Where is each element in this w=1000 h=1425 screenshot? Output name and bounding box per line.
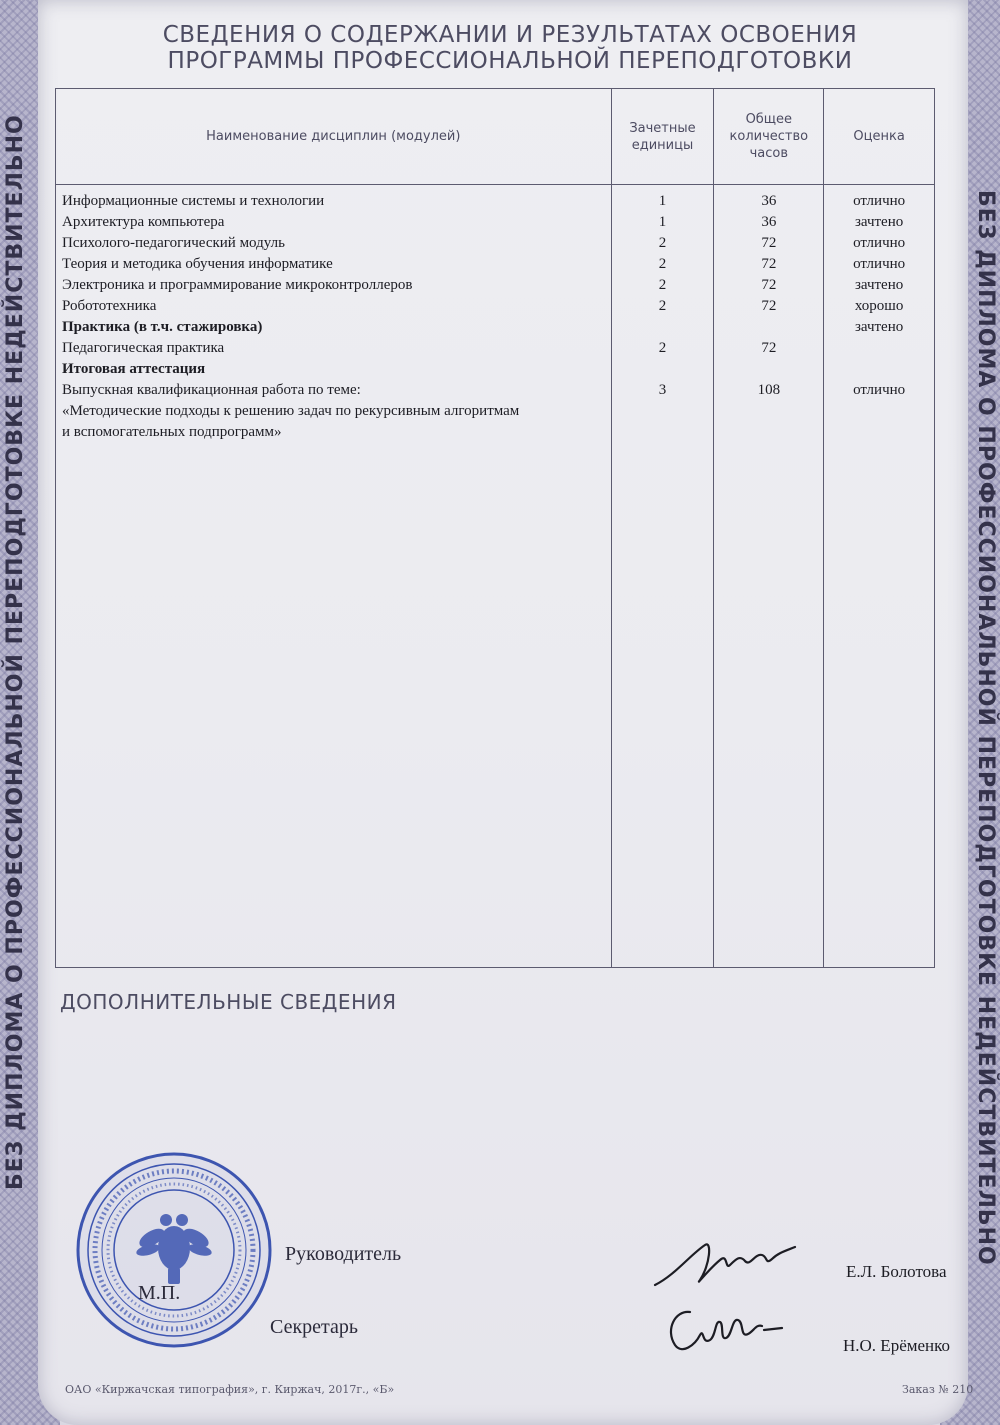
head-signature [650,1225,800,1300]
row-6-grade: зачтено [854,319,904,335]
row-10-hours [714,401,823,422]
row-2-credits: 2 [658,235,667,251]
row-10-credits [612,401,714,422]
row-5-hours: 72 [761,298,777,314]
official-seal [74,1150,274,1350]
row-11-credits [612,422,714,443]
row-7-hours: 72 [761,340,777,356]
secretary-role-label: Секретарь [270,1316,359,1338]
row-8-hours [714,359,823,380]
row-0-name: Информационные системы и технологии [62,193,325,209]
side-text-left: БЕЗ ДИПЛОМА О ПРОФЕССИОНАЛЬНОЙ ПЕРЕПОДГОТОВКЕ НЕДЕЙСТВИТЕЛЬНО [3,114,28,1190]
header-credits-line1: Зачетные [629,120,696,136]
row-9-hours: 108 [757,382,781,398]
row-0-hours: 36 [761,193,777,209]
row-9-grade: отлично [853,382,906,398]
header-hours-line2: количество [729,129,809,144]
row-4-hours: 72 [761,277,777,293]
row-4-credits: 2 [658,277,667,293]
disciplines-table [55,88,935,968]
additional-info-heading: ДОПОЛНИТЕЛЬНЫЕ СВЕДЕНИЯ [60,990,397,1014]
printer-info: ОАО «Киржачская типография», г. Киржач, 2017г., «Б» [65,1383,395,1396]
title-line-1: СВЕДЕНИЯ О СОДЕРЖАНИИ И РЕЗУЛЬТАТАХ ОСВОЕНИЯ [162,22,858,48]
row-4-grade: зачтено [854,277,904,293]
row-7-credits: 2 [658,340,667,356]
seal-place-label: М.П. [138,1282,181,1304]
row-2-name: Психолого-педагогический модуль [62,235,285,251]
row-2-hours: 72 [761,235,777,251]
credits-column [611,185,714,968]
row-1-credits: 1 [658,214,667,230]
header-hours-line1: Общее [745,112,793,127]
row-6-name: Практика (в т.ч. стажировка) [62,319,263,335]
table-header-row [56,89,935,185]
row-9-credits: 3 [658,382,667,398]
row-10-grade [824,401,934,422]
header-hours [714,89,824,185]
row-5-grade: хорошо [854,298,904,314]
row-3-name: Теория и методика обучения информатике [62,256,333,272]
row-2-grade: отлично [853,235,906,251]
row-7-name: Педагогическая практика [62,340,225,356]
row-8-grade [824,359,934,380]
row-1-name: Архитектура компьютера [62,214,225,230]
row-10-name: «Методические подходы к решению задач по рекурсивным алгоритмам [62,403,520,419]
table-body-row [56,185,935,968]
row-11-name: и вспомогательных подпрограмм» [62,424,282,440]
header-grade: Оценка [824,89,935,185]
row-7-grade [824,338,934,359]
header-hours-line3: часов [749,146,789,161]
order-number: Заказ № 210 [902,1383,974,1396]
secretary-signature [660,1300,790,1360]
row-0-grade: отлично [853,193,906,209]
row-4-name: Электроника и программирование микроконтроллеров [62,277,413,293]
secretary-name: Н.О. Ерёменко [843,1336,951,1355]
row-11-grade [824,422,934,443]
row-5-credits: 2 [658,298,667,314]
row-5-name: Робототехника [62,298,157,314]
head-name: Е.Л. Болотова [846,1262,947,1281]
row-1-grade: зачтено [854,214,904,230]
row-8-credits [612,359,714,380]
grades-column [824,185,935,968]
row-6-hours [714,317,823,338]
head-role-label: Руководитель [285,1243,402,1265]
row-3-credits: 2 [658,256,667,272]
row-6-credits [612,317,714,338]
row-1-hours: 36 [761,214,777,230]
row-3-grade: отлично [853,256,906,272]
row-0-credits: 1 [658,193,667,209]
names-column [56,185,612,968]
header-name: Наименование дисциплин (модулей) [56,89,612,185]
row-3-hours: 72 [761,256,777,272]
header-credits [611,89,714,185]
row-11-hours [714,422,823,443]
side-text-right: БЕЗ ДИПЛОМА О ПРОФЕССИОНАЛЬНОЙ ПЕРЕПОДГОТОВКЕ НЕДЕЙСТВИТЕЛЬНО [973,190,998,1266]
row-9-name: Выпускная квалификационная работа по теме: [62,382,361,398]
hours-column [714,185,824,968]
document-title [70,22,950,74]
title-line-2: ПРОГРАММЫ ПРОФЕССИОНАЛЬНОЙ ПЕРЕПОДГОТОВКИ [167,48,853,74]
header-credits-line2: единицы [631,137,694,153]
row-8-name: Итоговая аттестация [62,361,206,377]
